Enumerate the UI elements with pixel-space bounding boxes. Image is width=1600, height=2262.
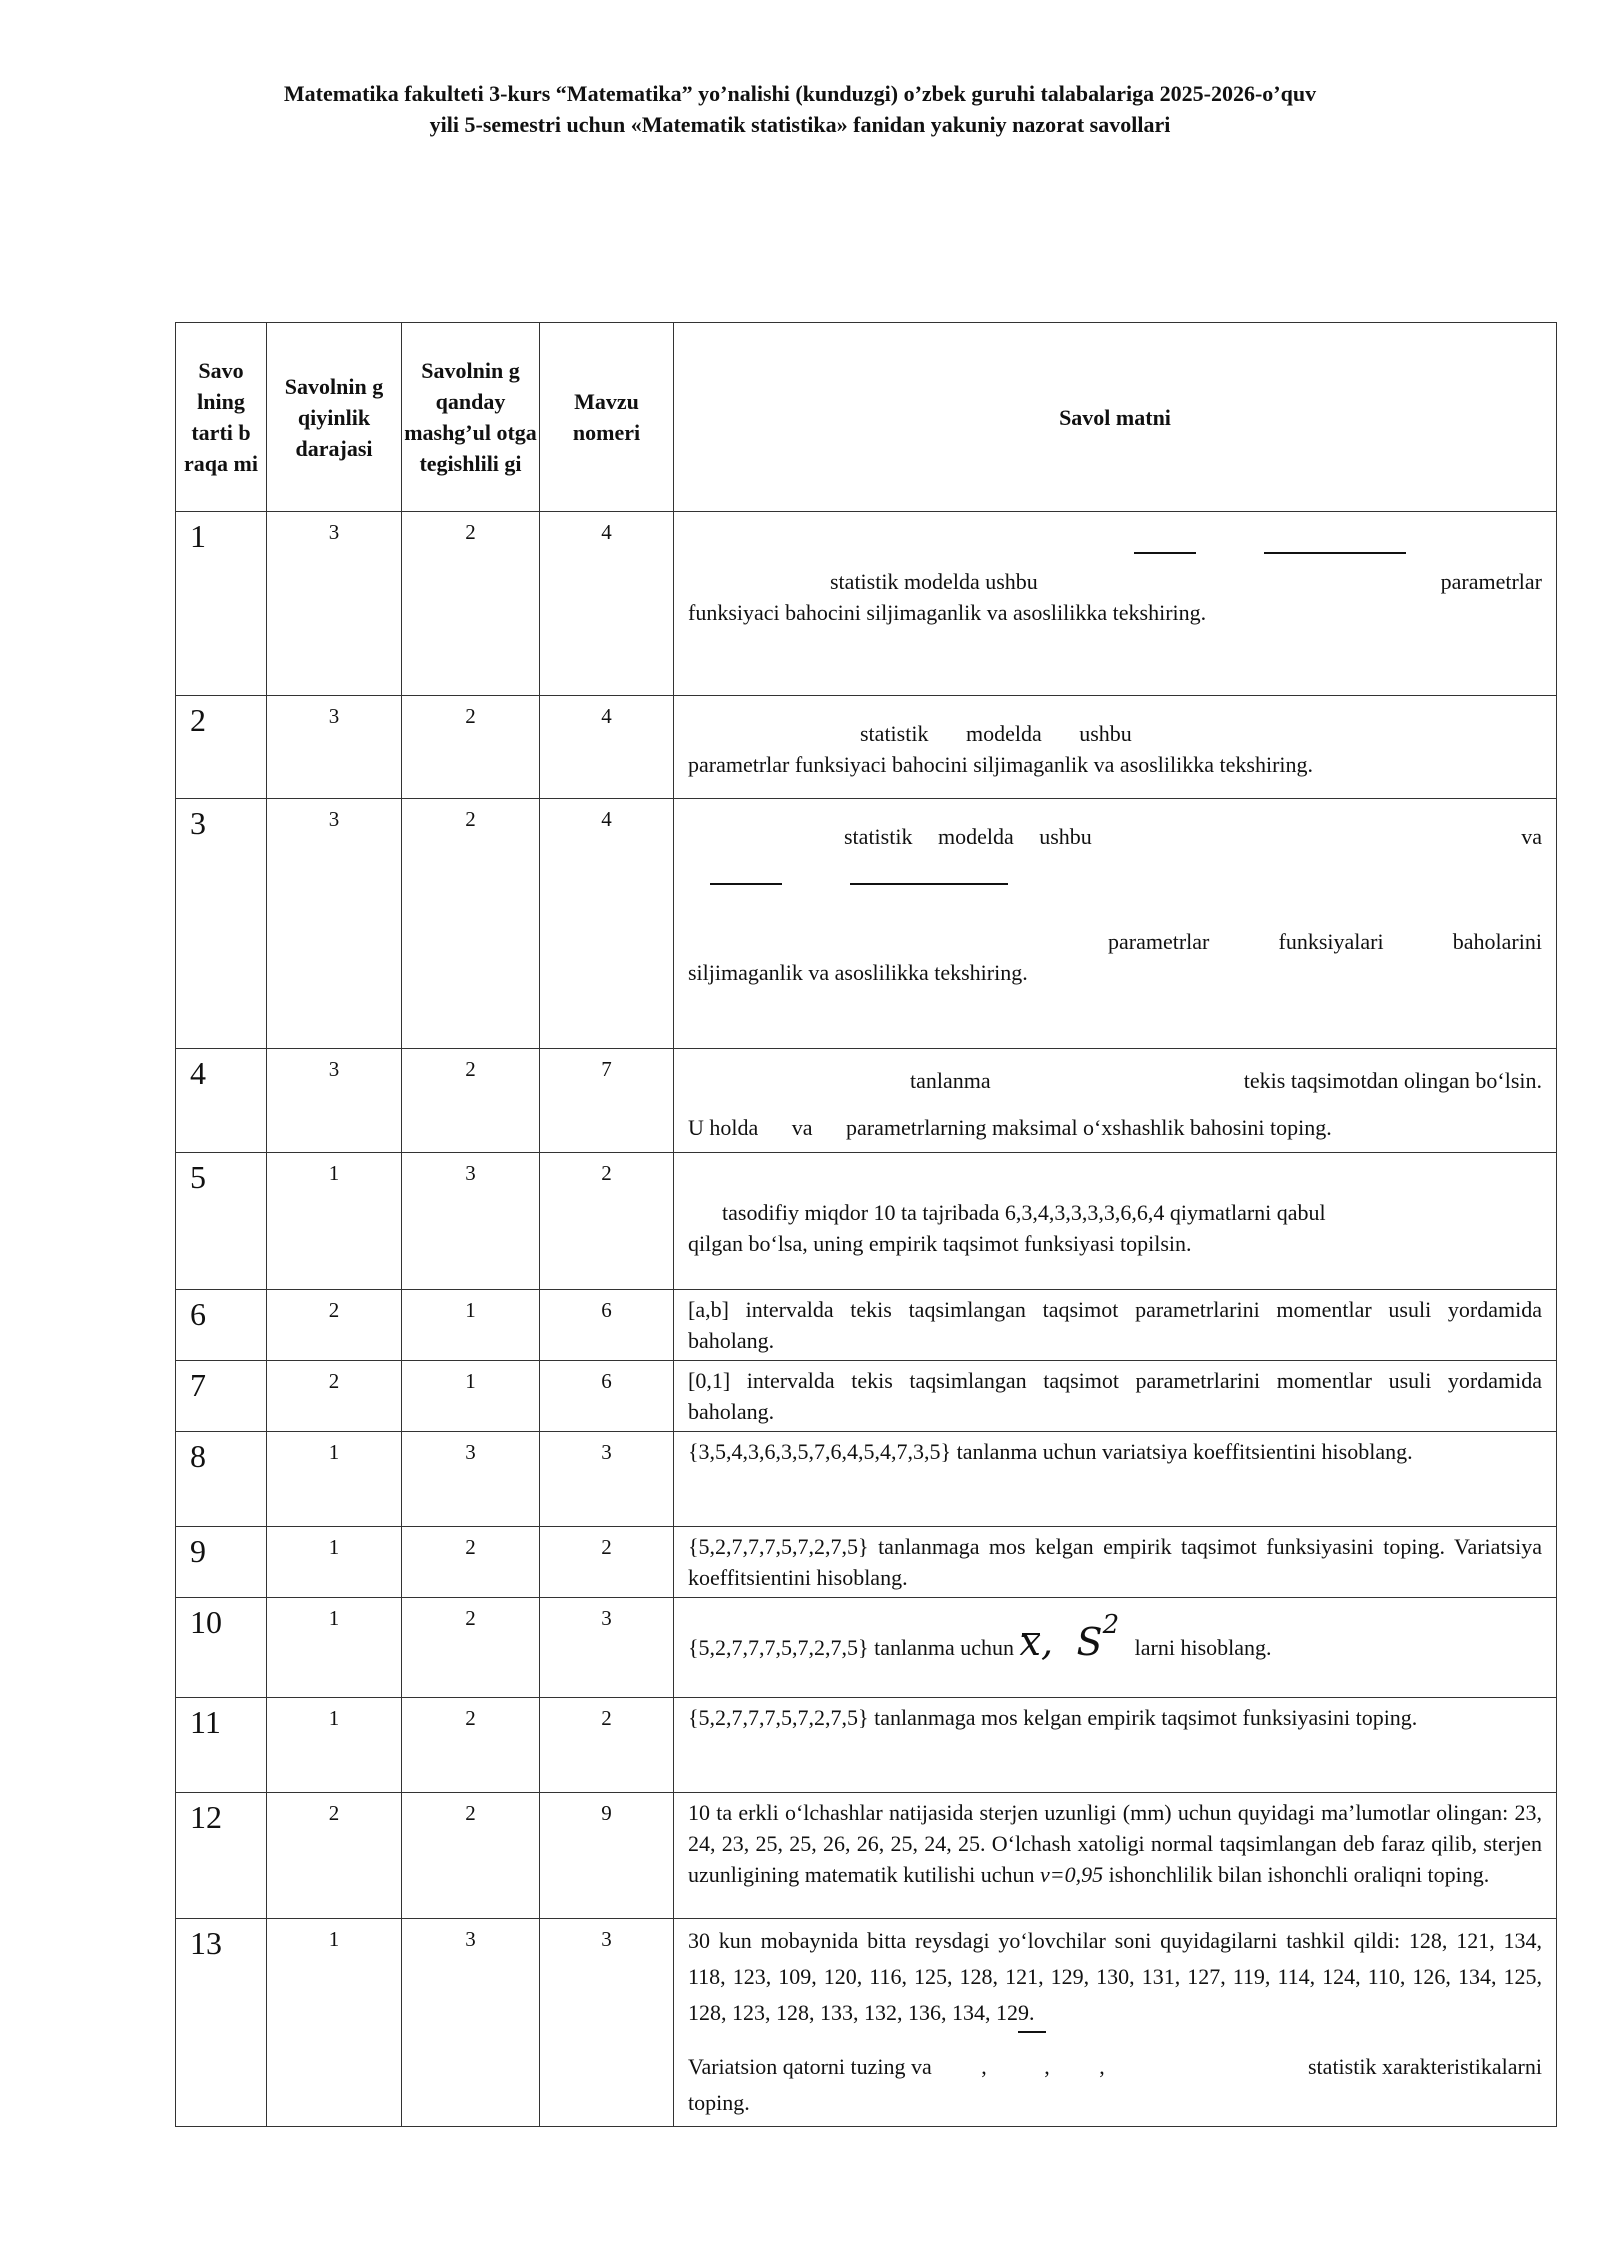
text-segment: modelda	[965, 721, 1042, 746]
col-header-question-text: Savol matni	[674, 323, 1557, 512]
lesson-type: 3	[402, 1153, 540, 1290]
difficulty: 3	[267, 512, 402, 696]
topic-number: 2	[540, 1153, 674, 1290]
text-segment: statistik	[860, 721, 929, 746]
difficulty: 1	[267, 1919, 402, 2127]
text-segment: modelda	[937, 824, 1014, 849]
lesson-type: 2	[402, 1527, 540, 1598]
lesson-type: 2	[402, 696, 540, 799]
question-text	[674, 1598, 1557, 1698]
lesson-type: 3	[402, 1919, 540, 2127]
difficulty: 1	[267, 1527, 402, 1598]
lesson-type: 2	[402, 512, 540, 696]
topic-number: 4	[540, 512, 674, 696]
question-number: 6	[176, 1290, 267, 1361]
table-row	[176, 1432, 1557, 1527]
table-row	[176, 1361, 1557, 1432]
table-row	[176, 512, 1557, 696]
question-text	[674, 1153, 1557, 1290]
difficulty: 1	[267, 1432, 402, 1527]
topic-number: 3	[540, 1432, 674, 1527]
question-number: 11	[176, 1698, 267, 1793]
lesson-type: 1	[402, 1361, 540, 1432]
text-segment: funksiyalari	[1278, 929, 1384, 954]
difficulty: 1	[267, 1698, 402, 1793]
col-header-difficulty: Savolnin g qiyinlik darajasi	[267, 323, 402, 512]
formula-placeholder	[688, 516, 1542, 566]
question-text: [0,1] intervalda tekis taqsimlangan taqsimot parametrlarini momentlar usuli yordamida baholang.	[674, 1361, 1557, 1432]
question-text	[674, 799, 1557, 1049]
text-segment: Variatsion qatorni tuzing va	[688, 2054, 932, 2079]
text-segment: ,	[1040, 1620, 1054, 1664]
question-text	[674, 1049, 1557, 1153]
text-segment: U holda	[688, 1115, 759, 1140]
question-text: {3,5,4,3,6,3,5,7,6,4,5,4,7,3,5} tanlanma uchun variatsiya koeffitsientini hisoblang.	[674, 1432, 1557, 1527]
lesson-type: 2	[402, 799, 540, 1049]
lesson-type: 1	[402, 1290, 540, 1361]
text-segment: {5,2,7,7,7,5,7,2,7,5} tanlanma uchun	[688, 1635, 1015, 1660]
sample-mean-symbol: x	[1019, 1620, 1041, 1664]
topic-number: 3	[540, 1919, 674, 2127]
table-row	[176, 1793, 1557, 1919]
table-row	[176, 799, 1557, 1049]
table-row	[176, 1153, 1557, 1290]
text-segment: ,	[1044, 2054, 1050, 2079]
text-segment: tanlanma	[910, 1068, 991, 1093]
table-row	[176, 696, 1557, 799]
difficulty: 1	[267, 1598, 402, 1698]
text-segment: qilgan bo‘lsa, uning empirik taqsimot funksiyasi topilsin.	[688, 1231, 1192, 1256]
questions-table	[175, 322, 1557, 2127]
col-header-lesson-type: Savolnin g qanday mashg’ul otga tegishlili gi	[402, 323, 540, 512]
table-header-row	[176, 323, 1557, 512]
difficulty: 3	[267, 799, 402, 1049]
text-segment: tekis taqsimotdan olingan bo‘lsin.	[1243, 1068, 1542, 1093]
formula-placeholder	[688, 852, 1542, 896]
text-segment: statistik modelda ushbu	[830, 569, 1038, 594]
text-segment: va	[1521, 824, 1542, 849]
document-title	[175, 78, 1425, 140]
formula-placeholder	[688, 2031, 1542, 2049]
text-segment: parametrlar	[1108, 929, 1210, 954]
difficulty: 3	[267, 696, 402, 799]
text-segment: larni hisoblang.	[1134, 1635, 1272, 1660]
topic-number: 6	[540, 1290, 674, 1361]
text-segment: statistik	[844, 824, 913, 849]
topic-number: 9	[540, 1793, 674, 1919]
question-text	[674, 1919, 1557, 2127]
question-number: 1	[176, 512, 267, 696]
text-segment: baholarini	[1452, 929, 1542, 954]
table-row	[176, 1527, 1557, 1598]
question-number: 8	[176, 1432, 267, 1527]
difficulty: 2	[267, 1793, 402, 1919]
question-number: 4	[176, 1049, 267, 1153]
text-segment: siljimaganlik va asoslilikka tekshiring.	[688, 960, 1028, 985]
text-segment: ,	[1099, 2054, 1105, 2079]
topic-number: 2	[540, 1527, 674, 1598]
topic-number: 4	[540, 696, 674, 799]
topic-number: 7	[540, 1049, 674, 1153]
question-number: 2	[176, 696, 267, 799]
table-row	[176, 1049, 1557, 1153]
table-row	[176, 1290, 1557, 1361]
text-segment: ushbu	[1079, 721, 1132, 746]
question-text: {5,2,7,7,7,5,7,2,7,5} tanlanmaga mos kelgan empirik taqsimot funksiyasini toping. Variatsiya koeffitsientini hisoblang.	[674, 1527, 1557, 1598]
question-number: 7	[176, 1361, 267, 1432]
text-segment: va	[791, 1115, 813, 1140]
topic-number: 4	[540, 799, 674, 1049]
topic-number: 3	[540, 1598, 674, 1698]
text-segment: tasodifiy miqdor 10 ta tajribada 6,3,4,3,3,3,3,6,6,4 qiymatlarni qabul	[722, 1200, 1326, 1225]
question-number: 10	[176, 1598, 267, 1698]
text-segment: 10 ta erkli o‘lchashlar natijasida sterjen uzunligi (mm) uchun quyidagi ma’lumotlar olingan: 23, 24, 23, 25, 25, 26, 26, 25, 24, 25. O‘lchash xatoligi normal taqsimlangan deb faraz qilib, sterjen uzunligining matematik kutilishi uchun	[688, 1800, 1542, 1887]
table-row	[176, 1919, 1557, 2127]
question-number: 13	[176, 1919, 267, 2127]
difficulty: 2	[267, 1361, 402, 1432]
difficulty: 2	[267, 1290, 402, 1361]
question-text: [a,b] intervalda tekis taqsimlangan taqsimot parametrlarini momentlar usuli yordamida baholang.	[674, 1290, 1557, 1361]
confidence-level: v=0,95	[1039, 1862, 1104, 1887]
title-line-1: Matematika fakulteti 3-kurs “Matematika” yo’nalishi (kunduzgi) o’zbek guruhi talabalariga 2025-2026-o’quv	[283, 81, 1317, 106]
topic-number: 6	[540, 1361, 674, 1432]
text-segment: parametrlarning maksimal o‘xshashlik bahosini toping.	[846, 1115, 1332, 1140]
question-text: {5,2,7,7,7,5,7,2,7,5} tanlanmaga mos kelgan empirik taqsimot funksiyasini toping.	[674, 1698, 1557, 1793]
lesson-type: 2	[402, 1793, 540, 1919]
text-segment: statistik xarakteristikalarni	[1308, 2054, 1542, 2079]
difficulty: 1	[267, 1153, 402, 1290]
lesson-type: 2	[402, 1698, 540, 1793]
table-row	[176, 1698, 1557, 1793]
text-segment: parametrlar funksiyaci bahocini siljimaganlik va asoslilikka tekshiring.	[688, 752, 1314, 777]
text-segment: ushbu	[1039, 824, 1092, 849]
text-segment: ,	[981, 2054, 987, 2079]
lesson-type: 2	[402, 1598, 540, 1698]
question-number: 3	[176, 799, 267, 1049]
title-line-2: yili 5-semestri uchun «Matematik statistika» fanidan yakuniy nazorat savollari	[429, 112, 1171, 137]
question-number: 9	[176, 1527, 267, 1598]
lesson-type: 2	[402, 1049, 540, 1153]
sample-variance-symbol: $S^2$	[1076, 1610, 1120, 1664]
topic-number: 2	[540, 1698, 674, 1793]
text-segment: parametrlar	[1440, 569, 1542, 594]
text-segment: 30 kun mobaynida bitta reysdagi yo‘lovchilar soni quyidagilarni tashkil qildi: 128, 121, 134, 118, 123, 109, 120, 116, 125, 128, 121, 129, 130, 131, 127, 119, 114, 124, 110, 126, 134, 125, 128, 123, 128, 133, 132, 136, 134, 129.	[688, 1928, 1542, 2025]
difficulty: 3	[267, 1049, 402, 1153]
question-text	[674, 696, 1557, 799]
table-row	[176, 1598, 1557, 1698]
question-number: 5	[176, 1153, 267, 1290]
lesson-type: 3	[402, 1432, 540, 1527]
question-number: 12	[176, 1793, 267, 1919]
question-text	[674, 512, 1557, 696]
text-segment: toping.	[688, 2090, 750, 2115]
col-header-topic: Mavzu nomeri	[540, 323, 674, 512]
col-header-number: Savo lning tarti b raqa mi	[176, 323, 267, 512]
question-text	[674, 1793, 1557, 1919]
text-segment: funksiyaci bahocini siljimaganlik va asoslilikka tekshiring.	[688, 600, 1207, 625]
text-segment: ishonchlilik bilan ishonchli oraliqni toping.	[1103, 1862, 1490, 1887]
